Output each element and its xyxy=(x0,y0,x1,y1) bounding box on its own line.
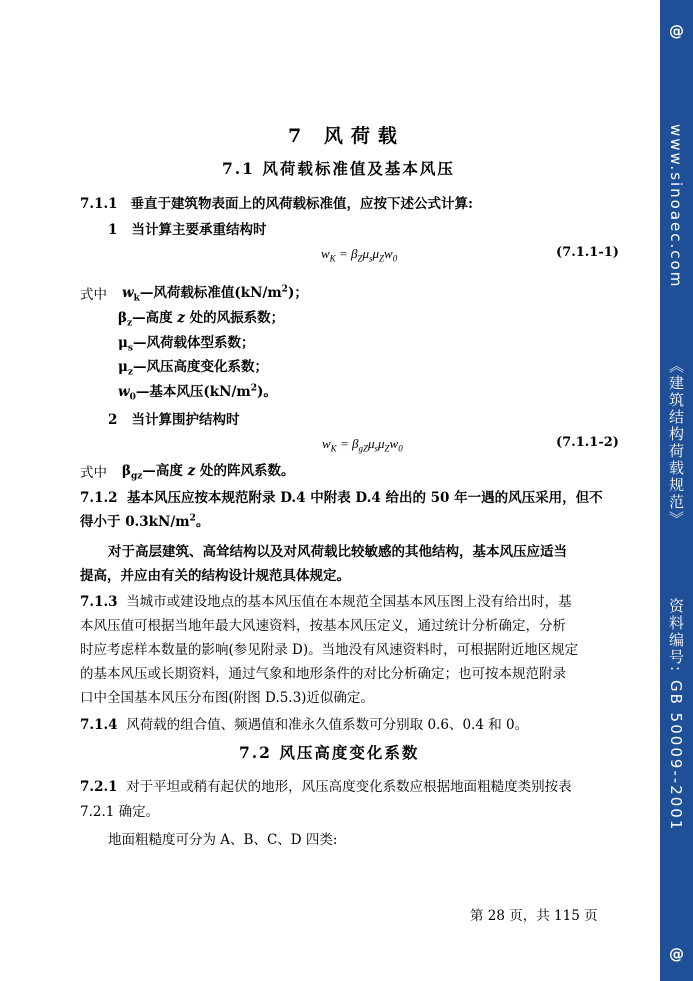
clause-7-1-3-line1 xyxy=(80,590,572,610)
doc-code-label: 资料编号: xyxy=(667,598,685,674)
at-icon-bottom: @ xyxy=(669,945,684,963)
sidebar-banner xyxy=(660,0,693,981)
item-1 xyxy=(108,218,267,238)
at-icon: @ xyxy=(669,22,684,40)
clause-7-1-2-para2-line1: 对于高层建筑、高耸结构以及对风荷载比较敏感的其他结构，基本风压应适当 xyxy=(108,544,567,560)
clause-text: 对于平坦或稍有起伏的地形，风压高度变化系数应根据地面粗糙度类别按表 xyxy=(126,779,572,795)
clause-7-1-3-line3: 时应考虑样本数量的影响(参见附录 D)。当地没有风速资料时，可根据附近地区规定 xyxy=(80,642,579,658)
clause-text: 垂直于建筑物表面上的风荷载标准值，应按下述公式计算: xyxy=(130,196,473,212)
page-footer: 第 28 页，共 115 页 xyxy=(470,908,598,924)
clause-text: 风荷载的组合值、频遇值和准永久值系数可分别取 0.6、0.4 和 0。 xyxy=(126,717,529,733)
def-mu-s: $\mu_s—$风荷载体型系数； xyxy=(118,335,255,354)
clause-number: 7.2.1 xyxy=(80,779,118,795)
def-w0: $w_0—$基本风压$(kN/m^2)$。 xyxy=(118,383,277,403)
clause-7-1-1 xyxy=(80,192,473,212)
chapter-title: 7 风荷载 xyxy=(288,125,405,147)
section-7-2-title: 7.2 风压高度变化系数 xyxy=(239,743,420,762)
def-beta-z: $\beta_z—$高度 z 处的风振系数； xyxy=(118,310,285,329)
def-beta-gz: $\beta_{gz}—$高度 z 处的阵风系数。 xyxy=(122,463,295,482)
clause-text: 基本风压应按本规范附录 D.4 中附表 D.4 给出的 50 年一遇的风压采用，但不 xyxy=(127,490,603,506)
doc-title-text: 《建筑结构荷载规范》 xyxy=(667,358,685,529)
clause-7-1-3-line4: 的基本风压或长期资料，通过气象和地形条件的对比分析确定；也可按本规范附录 xyxy=(80,666,566,682)
item-2 xyxy=(108,408,240,428)
clause-7-1-3-line2: 本风压值可根据当地年最大风速资料，按基本风压定义，通过统计分析确定，分析 xyxy=(80,618,566,634)
equation-2: $w_K = \beta_{gZ}\mu_s\mu_Zw_0$ xyxy=(322,436,403,454)
equation-1: $w_K = \beta_Z\mu_s\mu_Zw_0$ xyxy=(321,246,398,264)
clause-7-2-1-line1 xyxy=(80,775,572,795)
def-wk: $w_k—$风荷载标准值$(kN/m^2)$； xyxy=(122,284,308,304)
item-number: 1 xyxy=(108,222,118,238)
item-number: 2 xyxy=(108,412,118,428)
website-text: www.sinoaec.com xyxy=(667,124,685,289)
where-label-2: 式中 xyxy=(80,465,107,481)
item-text: 当计算围护结构时 xyxy=(131,412,240,428)
equation-1-number: (7.1.1-1) xyxy=(556,245,619,260)
sidebar-vertical-text xyxy=(667,124,687,832)
clause-7-1-2-line2: 得小于 $0.3kN/m^2$。 xyxy=(80,513,210,530)
clause-7-2-1-line2: 7.2.1 确定。 xyxy=(80,804,160,820)
def-mu-z: $\mu_z—$风压高度变化系数； xyxy=(118,359,269,378)
where-label-1: 式中 xyxy=(80,287,107,303)
clause-7-1-3-line5: 口中全国基本风压分布图(附图 D.5.3)近似确定。 xyxy=(80,690,374,706)
clause-7-1-4 xyxy=(80,713,528,733)
section-7-1-title: 7.1 风荷载标准值及基本风压 xyxy=(222,159,455,178)
clause-7-1-2-line1 xyxy=(80,486,603,506)
doc-code-text: GB 50009--2001 xyxy=(667,680,685,832)
clause-number: 7.1.1 xyxy=(80,196,118,212)
clause-7-2-1-line3: 地面粗糙度可分为 A、B、C、D 四类: xyxy=(108,832,338,848)
item-text: 当计算主要承重结构时 xyxy=(131,222,267,238)
clause-7-1-2-para2-line2: 提高，并应由有关的结构设计规范具体规定。 xyxy=(80,568,350,584)
equation-2-number: (7.1.1-2) xyxy=(556,435,619,450)
clause-number: 7.1.2 xyxy=(80,490,118,506)
clause-text: 当城市或建设地点的基本风压值在本规范全国基本风压图上没有给出时，基 xyxy=(126,594,572,610)
clause-number: 7.1.4 xyxy=(80,717,118,733)
clause-number: 7.1.3 xyxy=(80,594,118,610)
